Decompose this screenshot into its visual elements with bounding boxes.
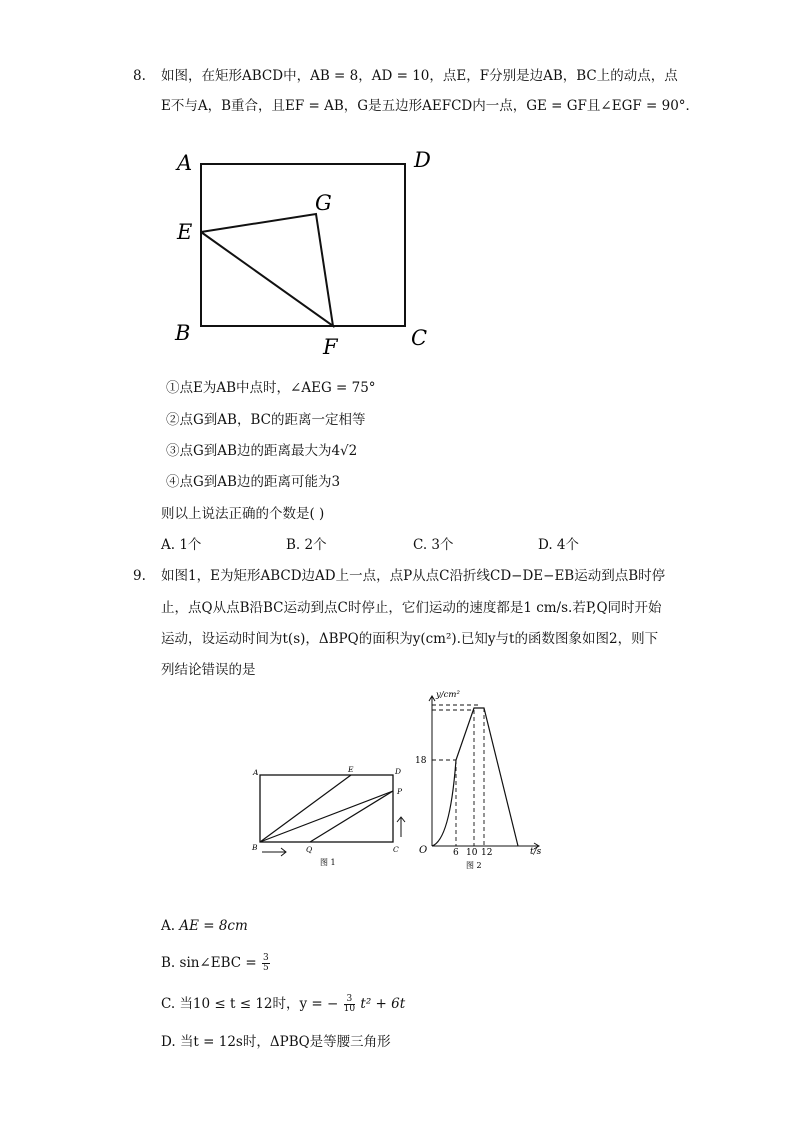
label-a: A <box>177 151 193 175</box>
rectangle-abcd <box>201 164 405 326</box>
fraction-denominator: 10 <box>343 1004 356 1014</box>
q9-option-a[interactable] <box>161 916 248 936</box>
q8-number: 8. <box>133 68 146 84</box>
label-f: F <box>323 335 338 355</box>
fraction-numerator: 3 <box>344 995 355 1005</box>
x-axis-label: t/s <box>530 847 542 857</box>
q9-option-a-letter: A. <box>161 918 176 934</box>
label-g: G <box>315 191 332 215</box>
q9-number: 9. <box>133 568 146 584</box>
x-tick-6: 6 <box>453 848 459 858</box>
origin-label: O <box>419 845 428 856</box>
q8-option-d[interactable]: D. 4个 <box>538 537 580 553</box>
label-e: E <box>348 765 354 774</box>
figure-1-caption: 图 1 <box>320 858 336 867</box>
fraction-denominator: 5 <box>263 963 269 973</box>
q9-option-b-fraction <box>262 954 270 973</box>
triangle-egf <box>201 214 333 326</box>
q9-option-c-fraction <box>344 995 355 1014</box>
q9-text-line1: 如图1，E为矩形ABCD边AD上一点，点P从点C沿折线CD−DE−EB运动到点B时停 <box>161 568 666 584</box>
q9-option-d-letter: D. <box>161 1034 176 1050</box>
q9-option-d[interactable] <box>161 1032 391 1052</box>
q9-text-line3: 运动，设运动时间为t(s)，ΔBPQ的面积为y(cm²).已知y与t的函数图象如图2，则下 <box>161 631 659 647</box>
label-d: D <box>395 767 402 776</box>
q8-statement-4: ④点G到AB边的距离可能为3 <box>166 474 341 490</box>
label-c: C <box>393 845 399 854</box>
q8-figure <box>160 140 460 355</box>
q8-text-line1: 如图，在矩形ABCD中，AB = 8，AD = 10，点E，F分别是边AB，BC上的动点，点 <box>161 68 678 84</box>
y-axis-label: y/cm² <box>436 690 460 700</box>
q9-option-c-letter: C. <box>161 996 176 1012</box>
label-b: B <box>252 843 258 852</box>
q9-option-c-text: 当10 ≤ t ≤ 12时，y = − <box>179 996 339 1012</box>
segment-be <box>260 775 351 842</box>
label-e: E <box>177 220 193 244</box>
q9-figure-2 <box>412 688 547 873</box>
q9-option-b[interactable] <box>161 953 271 973</box>
q9-option-c-tail: t² + 6t <box>360 996 406 1012</box>
label-a: A <box>253 768 259 777</box>
function-curve <box>432 708 518 846</box>
label-p: P <box>397 787 403 796</box>
q9-text-line4: 列结论错误的是 <box>161 662 256 678</box>
q8-prompt: 则以上说法正确的个数是( ) <box>161 506 325 522</box>
q8-option-a[interactable]: A. 1个 <box>161 537 202 553</box>
label-q: Q <box>306 845 313 854</box>
label-b: B <box>175 321 191 345</box>
label-c: C <box>411 326 428 350</box>
fraction-numerator: 3 <box>263 953 269 963</box>
segment-qp <box>310 791 393 842</box>
x-tick-10: 10 <box>466 848 478 858</box>
q8-statement-2: ②点G到AB，BC的距离一定相等 <box>166 412 366 428</box>
q8-option-b[interactable]: B. 2个 <box>286 537 327 553</box>
label-d: D <box>414 148 431 172</box>
q9-figure-1 <box>248 765 413 873</box>
figure-2-caption: 图 2 <box>466 861 482 870</box>
q9-option-b-text: sin∠EBC = <box>179 955 257 971</box>
q9-text-line2: 止，点Q从点B沿BC运动到点C时停止，它们运动的速度都是1 cm/s.若P,Q同时开始 <box>161 600 662 616</box>
q9-option-a-text: AE = 8cm <box>179 918 248 934</box>
x-tick-12: 12 <box>481 848 493 858</box>
segment-bp <box>260 791 393 842</box>
q9-option-c[interactable] <box>161 994 405 1014</box>
q9-option-b-letter: B. <box>161 955 176 971</box>
q8-option-c[interactable]: C. 3个 <box>413 537 454 553</box>
q8-statement-3: ③点G到AB边的距离最大为4√2 <box>166 443 358 459</box>
q9-option-d-text: 当t = 12s时，ΔPBQ是等腰三角形 <box>179 1034 391 1050</box>
q8-text-line2: E不与A，B重合，且EF = AB，G是五边形AEFCD内一点，GE = GF且∠EGF = 90°． <box>161 98 700 114</box>
y-tick-18: 18 <box>415 756 427 766</box>
q8-statement-1: ①点E为AB中点时，∠AEG = 75° <box>166 380 376 396</box>
